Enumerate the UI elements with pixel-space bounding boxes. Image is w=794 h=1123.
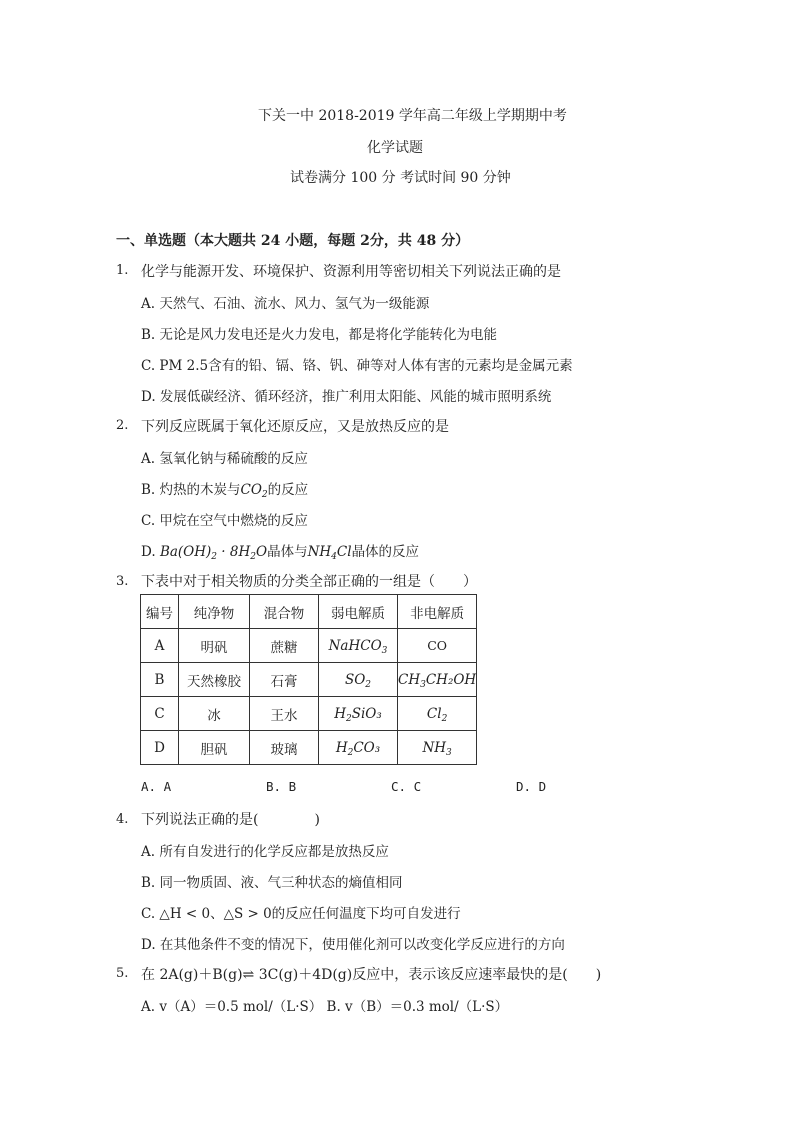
formula-part: CO₃ — [353, 739, 381, 756]
formula-part: NaHCO — [328, 637, 382, 654]
formula-part: SiO₃ — [351, 705, 382, 722]
table-cell-formula — [319, 663, 398, 697]
option-d: D. 发展低碳经济、循环经济，推广利用太阳能、风能的城市照明系统 — [141, 389, 552, 405]
option-c: C. 甲烷在空气中燃烧的反应 — [141, 513, 308, 529]
answer-b: B. B — [266, 779, 297, 794]
formula-part: NH — [307, 544, 332, 560]
question-number: 4. — [116, 812, 129, 827]
formula-part: O — [256, 544, 268, 560]
question-number: 1. — [116, 263, 129, 278]
formula-subscript: 2 — [250, 552, 256, 562]
exam-title: 下关一中 2018-2019 学年高二年级上学期期中考 — [258, 108, 567, 124]
option-a: A. 天然气、石油、流水、风力、氢气为一级能源 — [141, 296, 430, 312]
table-row — [141, 663, 477, 697]
formula-subscript: 2 — [211, 552, 218, 562]
formula-part: Cl — [426, 705, 442, 722]
option-text: D. — [141, 544, 160, 560]
formula-part: H — [334, 705, 346, 722]
option-text: 的反应 — [267, 482, 309, 498]
option-text: B. 灼热的木炭与 — [141, 482, 241, 498]
option-b: B. 同一物质固、液、气三种状态的熵值相同 — [141, 875, 403, 891]
formula-subscript: 3 — [420, 679, 426, 690]
table-cell: 玻璃 — [250, 731, 319, 765]
table-cell-formula — [398, 731, 477, 765]
formula-subscript: 2 — [441, 713, 448, 724]
table-header: 编号 — [141, 595, 179, 629]
table-header: 非电解质 — [398, 595, 477, 629]
question-number: 2. — [116, 418, 129, 433]
formula-part: Cl — [336, 544, 352, 560]
formula-subscript: 2 — [347, 747, 354, 758]
option-c: C. PM 2.5含有的铅、镉、铬、钒、砷等对人体有害的元素均是金属元素 — [141, 358, 573, 374]
section-title: 一、单选题（本大题共 24 小题，每题 2分，共 48 分） — [116, 233, 470, 249]
table-cell-formula — [319, 697, 398, 731]
option-text: 晶体的反应 — [351, 544, 420, 560]
question-stem: 在 2A(g)＋B(g)⇌ 3C(g)＋4D(g)反应中，表示该反应速率最快的是( ) — [141, 967, 602, 983]
formula — [160, 544, 267, 560]
table-cell-formula — [319, 731, 398, 765]
formula-part: CO — [240, 482, 262, 498]
table-header: 纯净物 — [179, 595, 250, 629]
formula-subscript: 2 — [346, 713, 352, 724]
table-cell: 蔗糖 — [250, 629, 319, 663]
table-cell: 天然橡胶 — [179, 663, 250, 697]
answer-d: D. D — [516, 779, 547, 794]
table-cell-id: A — [141, 629, 179, 663]
formula-subscript: 3 — [381, 645, 388, 656]
answer-c: C. C — [391, 779, 422, 794]
question-number: 5. — [116, 966, 129, 981]
option-b: B. 无论是风力发电还是火力发电，都是将化学能转化为电能 — [141, 327, 498, 343]
formula-part: NH — [422, 739, 447, 756]
table-cell-formula — [398, 663, 477, 697]
formula-subscript: 4 — [331, 552, 337, 562]
question-number: 3. — [116, 574, 129, 589]
table-header: 混合物 — [250, 595, 319, 629]
table-cell-formula — [398, 697, 477, 731]
table-row — [141, 731, 477, 765]
table-cell: 明矾 — [179, 629, 250, 663]
exam-info: 试卷满分 100 分 考试时间 90 分钟 — [290, 170, 511, 186]
formula-part: Ba(OH) — [159, 544, 212, 560]
formula-part: H — [335, 739, 348, 756]
table-cell: 冰 — [179, 697, 250, 731]
table-row — [141, 629, 477, 663]
option-a: A. 氢氧化钠与稀硫酸的反应 — [141, 451, 308, 467]
formula — [241, 482, 268, 498]
question-stem: 下列反应既属于氧化还原反应，又是放热反应的是 — [141, 419, 449, 435]
table-cell: 胆矾 — [179, 731, 250, 765]
option-d: D. 在其他条件不变的情况下，使用催化剂可以改变化学反应进行的方向 — [141, 937, 565, 953]
question-stem: 下列说法正确的是( ) — [141, 812, 320, 828]
table-cell-id: D — [141, 731, 179, 765]
subject-title: 化学试题 — [367, 140, 423, 156]
table-cell: 石膏 — [250, 663, 319, 697]
formula-subscript: 2 — [365, 679, 372, 690]
formula — [308, 544, 352, 560]
formula-subscript: 3 — [446, 747, 452, 758]
option-text: 晶体与 — [267, 544, 308, 560]
option-a: A. 所有自发进行的化学反应都是放热反应 — [141, 844, 389, 860]
table-row — [141, 697, 477, 731]
table-cell-formula: CO — [398, 629, 477, 663]
question-stem: 下表中对于相关物质的分类全部正确的一组是（ ） — [141, 574, 477, 590]
formula-part: CH — [398, 671, 421, 688]
classification-table — [140, 594, 477, 765]
formula-part: · 8H — [217, 544, 251, 560]
option-b — [141, 478, 308, 498]
formula-subscript: 2 — [261, 490, 268, 500]
option-d — [141, 540, 419, 560]
option-c: C. △H < 0、△S > 0的反应任何温度下均可自发进行 — [141, 906, 461, 922]
table-header-row — [141, 595, 477, 629]
table-cell-id: C — [141, 697, 179, 731]
table-cell-formula — [319, 629, 398, 663]
formula-part: CH₂OH — [425, 671, 477, 688]
question-stem: 化学与能源开发、环境保护、资源利用等密切相关下列说法正确的是 — [141, 264, 561, 280]
formula-part: SO — [344, 671, 366, 688]
table-header: 弱电解质 — [319, 595, 398, 629]
table-cell: 王水 — [250, 697, 319, 731]
answer-a: A. A — [141, 779, 172, 794]
table-cell-id: B — [141, 663, 179, 697]
option-ab: A. v（A）＝0.5 mol/（L·S） B. v（B）＝0.3 mol/（L·S） — [141, 999, 509, 1015]
